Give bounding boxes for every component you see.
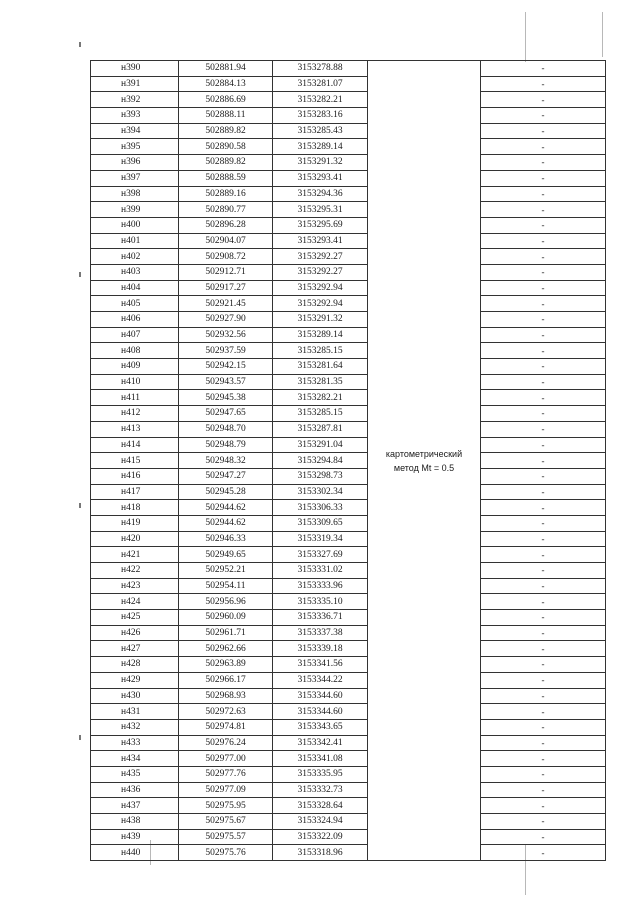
table-row (91, 280, 606, 296)
note-cell: - (481, 657, 606, 673)
x-coordinate-cell: 502886.69 (179, 92, 273, 108)
note-cell: - (481, 359, 606, 375)
y-coordinate-cell: 3153291.32 (273, 155, 368, 171)
table-row (91, 672, 606, 688)
table-row (91, 625, 606, 641)
x-coordinate-cell: 502908.72 (179, 249, 273, 265)
y-coordinate-cell: 3153295.31 (273, 202, 368, 218)
x-coordinate-cell: 502932.56 (179, 327, 273, 343)
note-cell: - (481, 406, 606, 422)
x-coordinate-cell: 502937.59 (179, 343, 273, 359)
note-cell: - (481, 688, 606, 704)
note-cell: - (481, 202, 606, 218)
x-coordinate-cell: 502888.11 (179, 108, 273, 124)
method-line-1: картометрический (385, 448, 463, 459)
point-name-cell: н440 (91, 845, 179, 861)
y-coordinate-cell: 3153283.16 (273, 108, 368, 124)
y-coordinate-cell: 3153344.60 (273, 688, 368, 704)
x-coordinate-cell: 502944.62 (179, 515, 273, 531)
y-coordinate-cell: 3153322.09 (273, 829, 368, 845)
y-coordinate-cell: 3153294.36 (273, 186, 368, 202)
table-row (91, 531, 606, 547)
x-coordinate-cell: 502977.76 (179, 766, 273, 782)
table-row (91, 343, 606, 359)
point-name-cell: н419 (91, 515, 179, 531)
x-coordinate-cell: 502917.27 (179, 280, 273, 296)
y-coordinate-cell: 3153278.88 (273, 61, 368, 77)
point-name-cell: н399 (91, 202, 179, 218)
x-coordinate-cell: 502890.77 (179, 202, 273, 218)
table-row (91, 453, 606, 469)
table-row (91, 719, 606, 735)
table-row (91, 374, 606, 390)
point-name-cell: н422 (91, 563, 179, 579)
note-cell: - (481, 484, 606, 500)
y-coordinate-cell: 3153293.41 (273, 170, 368, 186)
point-name-cell: н397 (91, 170, 179, 186)
y-coordinate-cell: 3153343.65 (273, 719, 368, 735)
scan-artifact-dot (79, 272, 81, 277)
note-cell: - (481, 139, 606, 155)
table-row (91, 704, 606, 720)
x-coordinate-cell: 502884.13 (179, 76, 273, 92)
x-coordinate-cell: 502927.90 (179, 312, 273, 328)
table-row (91, 563, 606, 579)
note-cell: - (481, 280, 606, 296)
table-row (91, 657, 606, 673)
note-cell: - (481, 264, 606, 280)
note-cell: - (481, 625, 606, 641)
point-name-cell: н417 (91, 484, 179, 500)
y-coordinate-cell: 3153302.34 (273, 484, 368, 500)
table-row (91, 845, 606, 861)
table-row (91, 359, 606, 375)
table-row (91, 468, 606, 484)
table-row (91, 500, 606, 516)
note-cell: - (481, 500, 606, 516)
y-coordinate-cell: 3153324.94 (273, 814, 368, 830)
point-name-cell: н425 (91, 610, 179, 626)
point-name-cell: н416 (91, 468, 179, 484)
note-cell: - (481, 155, 606, 171)
y-coordinate-cell: 3153291.32 (273, 312, 368, 328)
x-coordinate-cell: 502947.27 (179, 468, 273, 484)
x-coordinate-cell: 502977.00 (179, 751, 273, 767)
table-row (91, 264, 606, 280)
y-coordinate-cell: 3153294.84 (273, 453, 368, 469)
point-name-cell: н431 (91, 704, 179, 720)
note-cell: - (481, 798, 606, 814)
table-row (91, 641, 606, 657)
y-coordinate-cell: 3153344.22 (273, 672, 368, 688)
table-row (91, 421, 606, 437)
table-row (91, 170, 606, 186)
table-row (91, 390, 606, 406)
x-coordinate-cell: 502888.59 (179, 170, 273, 186)
table-row (91, 594, 606, 610)
point-name-cell: н435 (91, 766, 179, 782)
x-coordinate-cell: 502921.45 (179, 296, 273, 312)
note-cell: - (481, 343, 606, 359)
point-name-cell: н393 (91, 108, 179, 124)
table-row (91, 202, 606, 218)
note-cell: - (481, 845, 606, 861)
y-coordinate-cell: 3153292.27 (273, 264, 368, 280)
y-coordinate-cell: 3153309.65 (273, 515, 368, 531)
x-coordinate-cell: 502952.21 (179, 563, 273, 579)
note-cell: - (481, 421, 606, 437)
table-row (91, 782, 606, 798)
table-row (91, 139, 606, 155)
note-cell: - (481, 327, 606, 343)
table-row (91, 578, 606, 594)
point-name-cell: н412 (91, 406, 179, 422)
table-row (91, 233, 606, 249)
point-name-cell: н401 (91, 233, 179, 249)
table-row (91, 735, 606, 751)
table-row (91, 92, 606, 108)
y-coordinate-cell: 3153335.10 (273, 594, 368, 610)
note-cell: - (481, 108, 606, 124)
y-coordinate-cell: 3153292.94 (273, 280, 368, 296)
y-coordinate-cell: 3153293.41 (273, 233, 368, 249)
point-name-cell: н409 (91, 359, 179, 375)
y-coordinate-cell: 3153306.33 (273, 500, 368, 516)
x-coordinate-cell: 502972.63 (179, 704, 273, 720)
scan-artifact-line (525, 12, 526, 62)
table-row (91, 296, 606, 312)
point-name-cell: н402 (91, 249, 179, 265)
note-cell: - (481, 217, 606, 233)
note-cell: - (481, 719, 606, 735)
point-name-cell: н437 (91, 798, 179, 814)
x-coordinate-cell: 502946.33 (179, 531, 273, 547)
x-coordinate-cell: 502961.71 (179, 625, 273, 641)
point-name-cell: н405 (91, 296, 179, 312)
note-cell: - (481, 61, 606, 77)
point-name-cell: н438 (91, 814, 179, 830)
x-coordinate-cell: 502890.58 (179, 139, 273, 155)
x-coordinate-cell: 502945.38 (179, 390, 273, 406)
note-cell: - (481, 123, 606, 139)
y-coordinate-cell: 3153281.64 (273, 359, 368, 375)
point-name-cell: н421 (91, 547, 179, 563)
table-row (91, 515, 606, 531)
point-name-cell: н436 (91, 782, 179, 798)
point-name-cell: н400 (91, 217, 179, 233)
y-coordinate-cell: 3153295.69 (273, 217, 368, 233)
table-row (91, 217, 606, 233)
x-coordinate-cell: 502977.09 (179, 782, 273, 798)
method-line-2: метод Mt = 0.5 (393, 462, 455, 473)
point-name-cell: н403 (91, 264, 179, 280)
x-coordinate-cell: 502962.66 (179, 641, 273, 657)
point-name-cell: н408 (91, 343, 179, 359)
y-coordinate-cell: 3153339.18 (273, 641, 368, 657)
table-row (91, 249, 606, 265)
x-coordinate-cell: 502976.24 (179, 735, 273, 751)
x-coordinate-cell: 502947.65 (179, 406, 273, 422)
table-row (91, 406, 606, 422)
table-row (91, 327, 606, 343)
point-name-cell: н411 (91, 390, 179, 406)
note-cell: - (481, 76, 606, 92)
x-coordinate-cell: 502944.62 (179, 500, 273, 516)
point-name-cell: н420 (91, 531, 179, 547)
point-name-cell: н396 (91, 155, 179, 171)
y-coordinate-cell: 3153319.34 (273, 531, 368, 547)
table-row (91, 547, 606, 563)
x-coordinate-cell: 502975.95 (179, 798, 273, 814)
point-name-cell: н414 (91, 437, 179, 453)
x-coordinate-cell: 502912.71 (179, 264, 273, 280)
point-name-cell: н434 (91, 751, 179, 767)
note-cell: - (481, 92, 606, 108)
y-coordinate-cell: 3153285.15 (273, 406, 368, 422)
note-cell: - (481, 563, 606, 579)
note-cell: - (481, 296, 606, 312)
x-coordinate-cell: 502975.57 (179, 829, 273, 845)
x-coordinate-cell: 502896.28 (179, 217, 273, 233)
note-cell: - (481, 814, 606, 830)
y-coordinate-cell: 3153285.15 (273, 343, 368, 359)
y-coordinate-cell: 3153327.69 (273, 547, 368, 563)
y-coordinate-cell: 3153344.60 (273, 704, 368, 720)
point-name-cell: н394 (91, 123, 179, 139)
y-coordinate-cell: 3153333.96 (273, 578, 368, 594)
y-coordinate-cell: 3153318.96 (273, 845, 368, 861)
y-coordinate-cell: 3153291.04 (273, 437, 368, 453)
x-coordinate-cell: 502948.70 (179, 421, 273, 437)
x-coordinate-cell: 502966.17 (179, 672, 273, 688)
table-row (91, 76, 606, 92)
x-coordinate-cell: 502889.82 (179, 123, 273, 139)
point-name-cell: н423 (91, 578, 179, 594)
x-coordinate-cell: 502881.94 (179, 61, 273, 77)
x-coordinate-cell: 502974.81 (179, 719, 273, 735)
table-row (91, 484, 606, 500)
point-name-cell: н390 (91, 61, 179, 77)
point-name-cell: н407 (91, 327, 179, 343)
y-coordinate-cell: 3153281.07 (273, 76, 368, 92)
y-coordinate-cell: 3153282.21 (273, 390, 368, 406)
scan-artifact-dot (79, 42, 81, 47)
point-name-cell: н404 (91, 280, 179, 296)
y-coordinate-cell: 3153292.27 (273, 249, 368, 265)
point-name-cell: н428 (91, 657, 179, 673)
point-name-cell: н395 (91, 139, 179, 155)
table-row (91, 312, 606, 328)
x-coordinate-cell: 502963.89 (179, 657, 273, 673)
point-name-cell: н410 (91, 374, 179, 390)
y-coordinate-cell: 3153328.64 (273, 798, 368, 814)
note-cell: - (481, 610, 606, 626)
table-row (91, 766, 606, 782)
y-coordinate-cell: 3153335.95 (273, 766, 368, 782)
x-coordinate-cell: 502956.96 (179, 594, 273, 610)
point-name-cell: н413 (91, 421, 179, 437)
x-coordinate-cell: 502904.07 (179, 233, 273, 249)
table-row (91, 108, 606, 124)
y-coordinate-cell: 3153331.02 (273, 563, 368, 579)
note-cell: - (481, 594, 606, 610)
point-name-cell: н439 (91, 829, 179, 845)
note-cell: - (481, 249, 606, 265)
point-name-cell: н432 (91, 719, 179, 735)
point-name-cell: н398 (91, 186, 179, 202)
table-row (91, 814, 606, 830)
note-cell: - (481, 829, 606, 845)
x-coordinate-cell: 502954.11 (179, 578, 273, 594)
point-name-cell: н392 (91, 92, 179, 108)
y-coordinate-cell: 3153289.14 (273, 327, 368, 343)
point-name-cell: н391 (91, 76, 179, 92)
note-cell: - (481, 531, 606, 547)
point-name-cell: н418 (91, 500, 179, 516)
note-cell: - (481, 672, 606, 688)
y-coordinate-cell: 3153292.94 (273, 296, 368, 312)
point-name-cell: н406 (91, 312, 179, 328)
y-coordinate-cell: 3153281.35 (273, 374, 368, 390)
note-cell: - (481, 704, 606, 720)
x-coordinate-cell: 502945.28 (179, 484, 273, 500)
table-row (91, 829, 606, 845)
point-name-cell: н415 (91, 453, 179, 469)
y-coordinate-cell: 3153341.56 (273, 657, 368, 673)
note-cell: - (481, 751, 606, 767)
method-cell (368, 61, 481, 861)
coordinates-table (90, 60, 606, 861)
point-name-cell: н430 (91, 688, 179, 704)
note-cell: - (481, 578, 606, 594)
x-coordinate-cell: 502975.76 (179, 845, 273, 861)
point-name-cell: н427 (91, 641, 179, 657)
table-row (91, 155, 606, 171)
note-cell: - (481, 468, 606, 484)
x-coordinate-cell: 502949.65 (179, 547, 273, 563)
scan-artifact-dot (79, 503, 81, 508)
x-coordinate-cell: 502975.67 (179, 814, 273, 830)
table-row (91, 123, 606, 139)
y-coordinate-cell: 3153289.14 (273, 139, 368, 155)
note-cell: - (481, 374, 606, 390)
point-name-cell: н433 (91, 735, 179, 751)
y-coordinate-cell: 3153287.81 (273, 421, 368, 437)
x-coordinate-cell: 502943.57 (179, 374, 273, 390)
table-row (91, 437, 606, 453)
y-coordinate-cell: 3153336.71 (273, 610, 368, 626)
note-cell: - (481, 233, 606, 249)
note-cell: - (481, 547, 606, 563)
table-row (91, 610, 606, 626)
table-row (91, 186, 606, 202)
x-coordinate-cell: 502889.82 (179, 155, 273, 171)
y-coordinate-cell: 3153341.08 (273, 751, 368, 767)
y-coordinate-cell: 3153298.73 (273, 468, 368, 484)
x-coordinate-cell: 502942.15 (179, 359, 273, 375)
coordinates-table-body (91, 61, 606, 861)
y-coordinate-cell: 3153285.43 (273, 123, 368, 139)
note-cell: - (481, 515, 606, 531)
point-name-cell: н426 (91, 625, 179, 641)
y-coordinate-cell: 3153282.21 (273, 92, 368, 108)
note-cell: - (481, 186, 606, 202)
note-cell: - (481, 641, 606, 657)
note-cell: - (481, 437, 606, 453)
note-cell: - (481, 170, 606, 186)
table-row (91, 61, 606, 77)
note-cell: - (481, 390, 606, 406)
note-cell: - (481, 453, 606, 469)
y-coordinate-cell: 3153332.73 (273, 782, 368, 798)
note-cell: - (481, 766, 606, 782)
scan-artifact-line (602, 12, 603, 57)
note-cell: - (481, 735, 606, 751)
note-cell: - (481, 782, 606, 798)
x-coordinate-cell: 502889.16 (179, 186, 273, 202)
scan-artifact-dot (79, 735, 81, 740)
note-cell: - (481, 312, 606, 328)
y-coordinate-cell: 3153342.41 (273, 735, 368, 751)
table-row (91, 751, 606, 767)
table-row (91, 688, 606, 704)
y-coordinate-cell: 3153337.38 (273, 625, 368, 641)
table-row (91, 798, 606, 814)
x-coordinate-cell: 502968.93 (179, 688, 273, 704)
point-name-cell: н424 (91, 594, 179, 610)
x-coordinate-cell: 502948.32 (179, 453, 273, 469)
x-coordinate-cell: 502960.09 (179, 610, 273, 626)
point-name-cell: н429 (91, 672, 179, 688)
x-coordinate-cell: 502948.79 (179, 437, 273, 453)
